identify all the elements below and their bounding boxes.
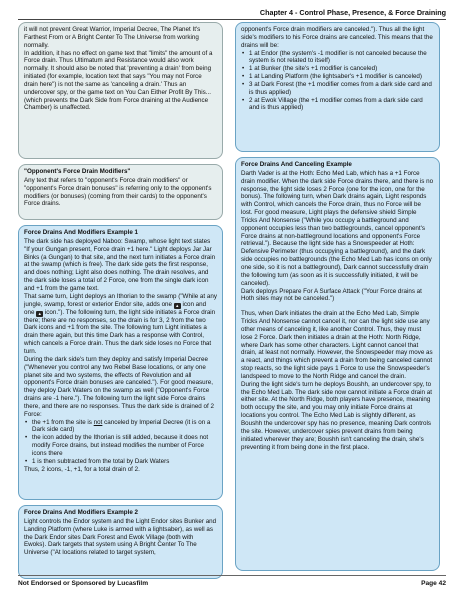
list-item: • the icon added by the Ithorian is still added, because it does not modify Force drains, but instead modifies the number of Force icons there [32, 434, 217, 458]
paragraph: Thus, 2 icons, -1, +1, for a total drain of 2. [24, 465, 140, 473]
text-run: icon."). The following turn, the light side initiates a Force drain there; there are no responses, so the drain is for 3, 2 from the two Dark icons and +1 from the site. The following turn Light initiates a drain there again, but this time Dark has a response with Control, which cancels a Force drain. Thus the dark side loses no Force that turn. [24, 308, 216, 355]
left-column [18, 22, 223, 584]
list-item: • 3 at Dark Forest (the +1 modifier comes from a dark side card and is thus applied) [249, 81, 434, 97]
chapter-header: Chapter 4 - Control Phase, Presence, & Force Draining [18, 8, 446, 20]
list-item: • 1 is then subtracted from the total by Dark Waters [32, 458, 217, 466]
list-item: • 1 at Endor (the system's -1 modifier is not canceled because the system is not related to itself) [249, 50, 434, 66]
paragraph: Any text that refers to "opponent's Force drain modifiers" or "opponent's Force drain bonuses" is referring only to the opponent's modifiers (or bonuses) (coming from their cards) to the opponent's Force drains. [24, 176, 212, 208]
list-item: • 1 at Bunker (the site's +1 modifier is canceled) [249, 65, 434, 73]
example-2-box [18, 505, 223, 579]
list-item: • 1 at Landing Platform (the lightsaber's +1 modifier is canceled) [249, 73, 434, 81]
example-1-box [18, 225, 223, 500]
bullet-list [24, 419, 217, 466]
opponent-modifiers-box [18, 164, 223, 220]
text-run: That same turn, Light deploys an Ithorian to the swamp ("While at any jungle, swamp, forest or exterior Endor site, adds one [24, 292, 217, 308]
footer-disclaimer: Not Endorsed or Sponsored by Lucasfilm [18, 580, 149, 587]
example-2-continued-box [235, 22, 440, 152]
canceling-example-box [235, 157, 440, 571]
dark-side-icon: ▲ [175, 302, 180, 308]
text-run: canceled by Imperial Decree (it is on a Dark side card) [32, 418, 211, 434]
right-column [235, 22, 440, 576]
list-item [32, 419, 217, 435]
paragraph: it will not prevent Great Warrior, Imperial Decree, The Planet It's Farthest From or A Bright Center To The Universe from working normally. [24, 26, 201, 49]
paragraph: During the light side's turn he deploys Boushh, an undercover spy, to the Echo Med Lab. The dark side now cannot initiate a Force drain at either site. At the North Ridge, both players have presence, meaning both occupy the site, and you may only initiate Force drains at locations you control. The Echo Med Lab is slightly different, as Boushh the undercover spy has no presence, meaning Dark controls the site. However, undercover spies prevent drains from being initiated wherever they are; Boushh isn't canceling the drain, she's preventing it from being done in the first place. [241, 380, 432, 451]
underlined-text: not [93, 418, 103, 426]
paragraph: Thus, when Dark initiates the drain at the Echo Med Lab, Simple Tricks And Nonsense cannot cancel it, nor can the light side use any other means of canceling it, like another Control. Thus, they must lose 2 Force. Dark then initiates a drain at the Hoth: North Ridge, where Dark has some other characters. Light cannot cancel that drain, at least not normally. However, the Snowspeeder may move as a react, and things which prevent a drain from being canceled cannot stop reacts, so the light side pays 1 Force to use the Snowspeeder's landspeed to move to the North Ridge and cancel the drain. [241, 310, 433, 380]
paragraph: Light controls the Endor system and the Light Endor sites Bunker and Landing Platform (where Luke is armed with a lightsaber), as well as the Dark Endor sites Dark Forest and Ewok Village (both with Ewoks). Dark targets that system using A Bright Center To The Universe ("At locations related to target system, [24, 517, 217, 557]
paragraph [24, 293, 217, 356]
paragraph: In addition, it has no effect on game text that "limits" the amount of a Force drain. Thus Ultimatum and Resistance would also work normally. It should also be noted that 'preventing a drain' from being initiated (for example, location text that says "You may not Force drain here") is not the same as 'canceling a drain.' Thus an undercover spy, or the game text on You Can Either Profit By This... (which prevents the Dark Side from Force draining at the Audience Chamber) is unaffected. [24, 49, 213, 112]
text-run: icon and one [24, 300, 207, 316]
paragraph: opponent's Force drain modifiers are canceled."). Thus all the light side's modifiers to his Force drains are canceled. This means that the drains will be: [241, 26, 433, 49]
bullet-list [241, 50, 434, 113]
dark-side-icon: ▲ [37, 310, 42, 316]
paragraph: The dark side has deployed Naboo: Swamp, whose light text states "If your Gungan present, Force drain +1 here." Light deploys Jar Jar Binks (a Gungan) to that site, and the next turn initiates a Force drain at the swamp (which is free). The dark side gets the first response, and does nothing; Light also does nothing. The drain resolves, and the dark side loses a total of 2 Force, one from the single dark icon and +1 from the game text. [24, 237, 216, 292]
box-title: Force Drains And Modifiers Example 2 [24, 509, 139, 516]
list-item: • 2 at Ewok Village (the +1 modifier comes from a dark side card and is thus applied) [249, 97, 434, 113]
footer-divider [18, 575, 446, 576]
text-run: the +1 from the site is [32, 418, 94, 426]
intro-box [18, 22, 223, 159]
paragraph: Darth Vader is at the Hoth: Echo Med Lab, which has a +1 Force drain modifier. When the dark side Force drains there, and there is no response, the light side loses 2 Force (one for the icon, one for the bonus). The following turn, when Dark drains again, Light responds with Control, which cancels the Force drain, thus no Force will be lost. For good measure, Light plays the defensive shield Simple Tricks And Nonsense ("While you occupy a battleground and opponent occupies less than two battlegrounds, cancel opponent's Force drains at non-battleground locations and opponent's Force retrieval."). Because the light side has a Snowspeeder at Hoth: Defensive Perimeter (thus occupying a battleground), and the dark side occupies no battlegrounds (the Echo Med Lab has icons on only one side, so it is not a battleground), Dark cannot successfully drain the following turn (as soon as it is successfully initiated, it will be canceled). [241, 169, 434, 287]
paragraph: Dark deploys Prepare For A Surface Attack ("Your Force drains at Hoth sites may not be canceled.") [241, 287, 422, 303]
page-number: Page 42 [421, 580, 446, 587]
box-title: Force Drains And Modifiers Example 1 [24, 229, 139, 236]
box-title: Force Drains And Canceling Example [241, 161, 352, 168]
box-title: "Opponent's Force Drain Modifiers" [24, 168, 131, 175]
paragraph: During the dark side's turn they deploy and satisfy Imperial Decree ("Whenever you control any two Rebel Base locations, or any one planet site and two systems, the effects of Revolution and all opponent's Force drain bonuses are canceled."). For good measure, they deploy Dark Waters on the swamp as well ("Opponent's Force drains are -1 here."). The following turn the light side Force drains there, and there are no responses. Thus the dark side is drained of 2 Force: [24, 355, 214, 418]
